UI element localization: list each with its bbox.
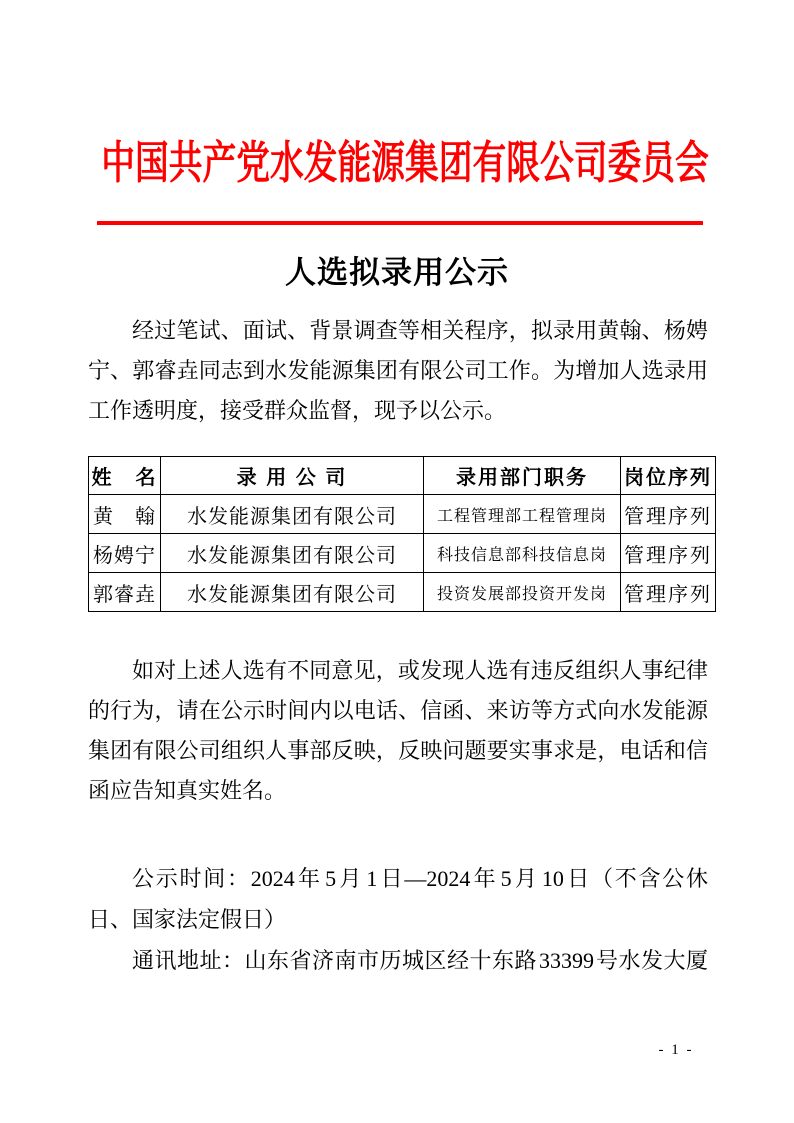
paragraph-line: 工作透明度，接受群众监督，现予以公示。 (88, 398, 507, 423)
doc-title: 人选拟录用公示 (285, 255, 509, 290)
cell-sequence: 管理序列 (621, 495, 716, 534)
cell-company: 水发能源集团有限公司 (161, 534, 424, 573)
intro-paragraph (88, 311, 708, 431)
org-title (0, 132, 794, 194)
table-row (89, 495, 716, 534)
cell-name: 黄 翰 (89, 495, 161, 534)
table-row (89, 534, 716, 573)
cell-department: 投资发展部投资开发岗 (424, 573, 621, 612)
publicity-period-line: 公示时间：2024 年 5 月 1 日—2024 年 5 月 10 日（不含公休 (132, 866, 708, 891)
cell-company: 水发能源集团有限公司 (161, 573, 424, 612)
red-divider-line (97, 221, 703, 225)
page-number: - 1 - (658, 1042, 694, 1058)
cell-department: 工程管理部工程管理岗 (424, 495, 621, 534)
table-header-sequence: 岗位序列 (621, 457, 716, 495)
table-row (89, 573, 716, 612)
cell-sequence: 管理序列 (621, 534, 716, 573)
paragraph-line: 如对上述人选有不同意见，或发现人选有违反组织人事纪律 (132, 658, 708, 683)
paragraph-line: 宁、郭睿垚同志到水发能源集团有限公司工作。为增加人选录用 (88, 358, 708, 383)
cell-name: 杨娉宁 (89, 534, 161, 573)
table-header-row (89, 457, 716, 495)
mailing-address-line: 通讯地址：山东省济南市历城区经十东路 33399 号水发大厦 (132, 948, 708, 973)
cell-sequence: 管理序列 (621, 573, 716, 612)
table-header-name: 姓 名 (89, 457, 161, 495)
paragraph-line: 经过笔试、面试、背景调查等相关程序，拟录用黄翰、杨娉 (132, 318, 708, 343)
cell-department: 科技信息部科技信息岗 (424, 534, 621, 573)
table-header-department: 录用部门职务 (424, 457, 621, 495)
objection-paragraph (88, 651, 708, 811)
cell-name: 郭睿垚 (89, 573, 161, 612)
notice-details (88, 858, 708, 981)
paragraph-line: 的行为，请在公示时间内以电话、信函、来访等方式向水发能源 (88, 698, 708, 723)
publicity-period-line: 日、国家法定假日） (88, 907, 287, 932)
table-header-company: 录 用 公 司 (161, 457, 424, 495)
org-title-text: 中国共产党水发能源集团有限公司委员会 (101, 138, 709, 188)
paragraph-line: 集团有限公司组织人事部反映，反映问题要实事求是，电话和信 (88, 738, 708, 763)
paragraph-line: 函应告知真实姓名。 (88, 778, 287, 803)
recruitment-table (88, 456, 716, 612)
cell-company: 水发能源集团有限公司 (161, 495, 424, 534)
